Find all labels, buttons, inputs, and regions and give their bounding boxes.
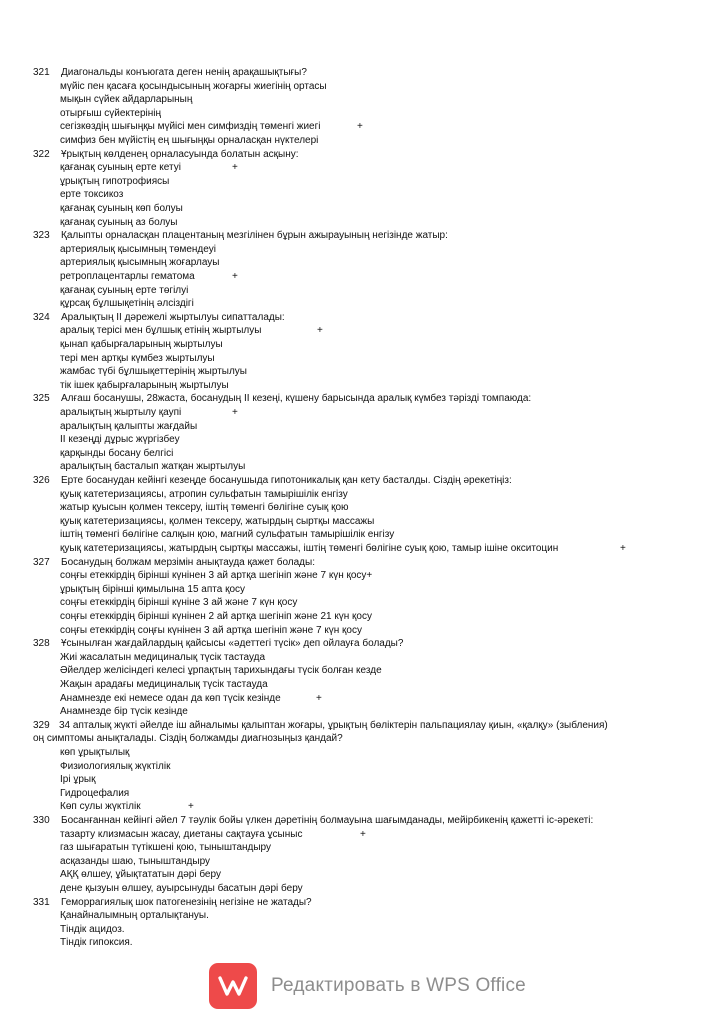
wps-w-glyph bbox=[218, 975, 248, 997]
correct-answer-mark: + bbox=[188, 801, 194, 813]
answer-text: ретроплацентарлы гематома bbox=[60, 271, 195, 282]
edit-in-wps-office-button[interactable] bbox=[209, 962, 539, 1010]
answer-text: соңғы етеккірдің бірінші күніне 3 ай және 7 күн қосу bbox=[60, 597, 298, 609]
answer-text: мықын сүйек айдарларының bbox=[60, 94, 193, 106]
question-number: 324 bbox=[33, 311, 50, 323]
answer-text: ұрықтың гипотрофиясы bbox=[60, 175, 170, 187]
answer-text: құрсақ бұлшықетінің әлсіздігі bbox=[60, 298, 194, 310]
question-number: 326 bbox=[33, 475, 50, 486]
answer-text: отырғыш сүйектерінің bbox=[60, 107, 162, 119]
answer-text: тік ішек қабырғаларының жыртылуы bbox=[60, 379, 229, 391]
answer-text: Гидроцефалия bbox=[60, 787, 130, 799]
answer-text: Тіндік гипоксия. bbox=[60, 937, 133, 949]
correct-answer-mark: + bbox=[620, 543, 626, 554]
answer-text: Тіндік ацидоз. bbox=[60, 923, 125, 935]
answer-text: II кезеңді дұрыс жүргізбеу bbox=[60, 434, 180, 446]
question-number: 321 bbox=[33, 67, 50, 78]
question-text: Ұсынылған жағдайлардың қайсысы «әдеттегі түсік» деп ойлауға болады? bbox=[61, 638, 404, 650]
answer-text: артериялық қысымның жоғарлауы bbox=[60, 257, 220, 269]
correct-answer-mark: + bbox=[357, 121, 363, 133]
answer-text: тазарту клизмасын жасау, диетаны сақтауға ұсыныс bbox=[60, 828, 303, 840]
question-number: 323 bbox=[33, 230, 50, 242]
question-text: Ұрықтың көлденең орналасуында болатын асқыну: bbox=[61, 148, 299, 160]
answer-text: соңғы етеккірдің бірінші күнінен 2 ай артқа шегініп және 21 күн қосу bbox=[60, 611, 372, 622]
correct-answer-mark: + bbox=[316, 692, 322, 704]
correct-answer-mark: + bbox=[317, 325, 323, 337]
answer-text: аралықтың жыртылу қаупі bbox=[60, 407, 182, 418]
answer-text: іштің төменгі бөлігіне салқын қою, магний сульфатын тамырішілік енгізу bbox=[60, 529, 395, 541]
question-number: 328 bbox=[33, 638, 50, 650]
question-number: 329 bbox=[33, 719, 50, 731]
answer-text: Жиі жасалатын медициналық түсік тастауда bbox=[60, 651, 266, 663]
answer-text: соңғы етеккірдің бірінші күнінен 3 ай артқа шегініп және 7 күн қосу+ bbox=[60, 570, 373, 582]
answer-text: мүйіс пен қасаға қосындысының жоғарғы жиегінің ортасы bbox=[60, 80, 327, 92]
answer-text: көп ұрықтылық bbox=[60, 747, 130, 758]
answer-text: қуық катетеризациясы, жатырдың сыртқы массажы, іштің төменгі бөлігіне суық қою, тамыр ішіне окситоцин bbox=[60, 543, 559, 554]
answer-text: жатыр қуысын қолмен тексеру, іштің төменгі бөлігіне суық қою bbox=[60, 502, 349, 514]
correct-answer-mark: + bbox=[360, 828, 366, 840]
answer-text: қағанақ суының көп болуы bbox=[60, 203, 183, 214]
answer-text: жамбас түбі бұлшықеттерінің жыртылуы bbox=[60, 366, 247, 378]
answer-text: АҚҚ өлшеу, ұйықтататын дәрі беру bbox=[60, 869, 221, 881]
question-number: 325 bbox=[33, 393, 50, 405]
answer-text: Анамнезде екі немесе одан да көп түсік кезінде bbox=[60, 692, 281, 704]
answer-text: аралықтың қалыпты жағдайы bbox=[60, 420, 198, 432]
question-number: 330 bbox=[33, 815, 50, 826]
question-text: 34 апталық жүкті әйелде іш айналымы қалыптан жоғары, ұрықтың бөліктерін пальпациялау қиын, «қалқу» (зыбления) bbox=[59, 719, 608, 731]
answer-text: ұрықтың бірінші қимылына 15 апта қосу bbox=[60, 583, 245, 595]
question-text: Босанғаннан кейінгі әйел 7 тәулік бойы үлкен дәретінің болмауына шағымданады, мейірбикенің қажетті іс-әрекеті: bbox=[61, 815, 594, 826]
question-number: 322 bbox=[33, 148, 50, 160]
question-text-continued: оң симптомы анықталады. Сіздің болжамды диагнозыңыз қандай? bbox=[33, 733, 343, 745]
answer-text: Анамнезде бір түсік кезінде bbox=[60, 706, 188, 718]
correct-answer-mark: + bbox=[232, 162, 238, 174]
answer-text: қағанақ суының ерте кетуі bbox=[60, 162, 181, 174]
answer-text: аралық терісі мен бұлшық етінің жыртылуы bbox=[60, 325, 262, 337]
answer-text: газ шығаратын түтікшені қою, тыныштандыру bbox=[60, 842, 272, 854]
answer-text: сегізкөздің шығыңқы мүйісі мен симфиздің төменгі жиегі bbox=[60, 121, 321, 133]
question-text: Диагональды конъюгата деген ненің арақашықтығы? bbox=[61, 67, 307, 78]
answer-text: Физиологиялық жүктілік bbox=[60, 760, 171, 772]
answer-text: асқазанды шаю, тыныштандыру bbox=[60, 855, 211, 867]
answer-text: Көп сулы жүктілік bbox=[60, 801, 141, 813]
answer-text: дене қызуын өлшеу, ауырсынуды басатын дәрі беру bbox=[60, 883, 303, 894]
answer-text: қуық катетеризациясы, қолмен тексеру, жатырдың сыртқы массажы bbox=[60, 515, 375, 527]
answer-text: қынап қабырғаларының жыртылуы bbox=[60, 339, 223, 350]
question-text: Аралықтың II дәрежелі жыртылуы сипатталады: bbox=[61, 311, 285, 323]
answer-text: қарқынды босану белгісі bbox=[60, 447, 174, 459]
correct-answer-mark: + bbox=[232, 271, 238, 282]
question-text: Алғаш босанушы, 28жаста, босанудың II кезеңі, күшену барысында аралық күмбез тәрізді томпаюда: bbox=[61, 393, 532, 405]
question-text: Ерте босанудан кейінгі кезеңде босанушыда гипотоникалық қан кету басталды. Сіздің әрекетіңіз: bbox=[61, 475, 512, 486]
wps-logo-icon bbox=[209, 963, 257, 1009]
correct-answer-mark: + bbox=[232, 407, 238, 418]
answer-text: қуық катетеризациясы, атропин сульфатын тамырішілік енгізу bbox=[60, 488, 348, 500]
answer-text: қағанақ суының ерте төгілуі bbox=[60, 284, 189, 296]
answer-text: артериялық қысымның төмендеуі bbox=[60, 243, 216, 255]
answer-text: Жақын арадағы медициналық түсік тастауда bbox=[60, 679, 268, 690]
answer-text: симфиз бен мүйістің ең шығыңқы орналасқан нүктелері bbox=[60, 135, 319, 146]
answer-text: ерте токсикоз bbox=[60, 189, 124, 201]
answer-text: Әйелдер желісіндегі келесі ұрпақтың тарихындағы түсік болған кезде bbox=[60, 665, 382, 677]
answer-text: Қанайналымның орталықтануы. bbox=[60, 910, 209, 922]
question-text: Босанудың болжам мерзімін анықтауда қажет болады: bbox=[61, 556, 315, 568]
answer-text: аралықтың басталып жатқан жыртылуы bbox=[60, 461, 246, 473]
answer-text: қағанақ суының аз болуы bbox=[60, 216, 178, 228]
question-number: 327 bbox=[33, 556, 50, 568]
answer-text: Ірі ұрық bbox=[60, 774, 96, 786]
question-number: 331 bbox=[33, 896, 50, 908]
question-text: Қалыпты орналасқан плацентаның мезгілінен бұрын ажырауының негізінде жатыр: bbox=[61, 230, 448, 242]
answer-text: соңғы етеккірдің соңғы күнінен 3 ай артқа шегініп және 7 күн қосу bbox=[60, 624, 362, 636]
question-text: Геморрагиялық шок патогенезінің негізіне не жатады? bbox=[61, 896, 312, 908]
wps-banner-label: Редактировать в WPS Office bbox=[271, 975, 526, 996]
answer-text: тері мен артқы күмбез жыртылуы bbox=[60, 352, 215, 364]
